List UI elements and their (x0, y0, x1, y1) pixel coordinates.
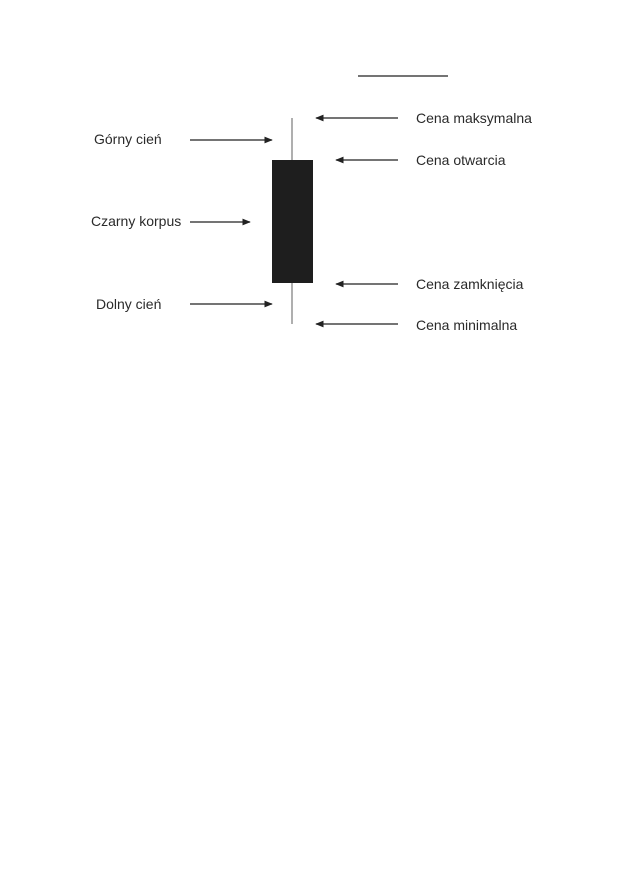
lower-shadow-label: Dolny cień (96, 296, 162, 312)
close-price-label: Cena zamknięcia (416, 276, 524, 292)
min-price-label: Cena minimalna (416, 317, 518, 333)
candle-body (272, 160, 313, 283)
black-body-label: Czarny korpus (91, 213, 182, 229)
upper-shadow-label: Górny cień (94, 131, 162, 147)
max-price-label: Cena maksymalna (416, 110, 532, 126)
open-price-label: Cena otwarcia (416, 152, 506, 168)
